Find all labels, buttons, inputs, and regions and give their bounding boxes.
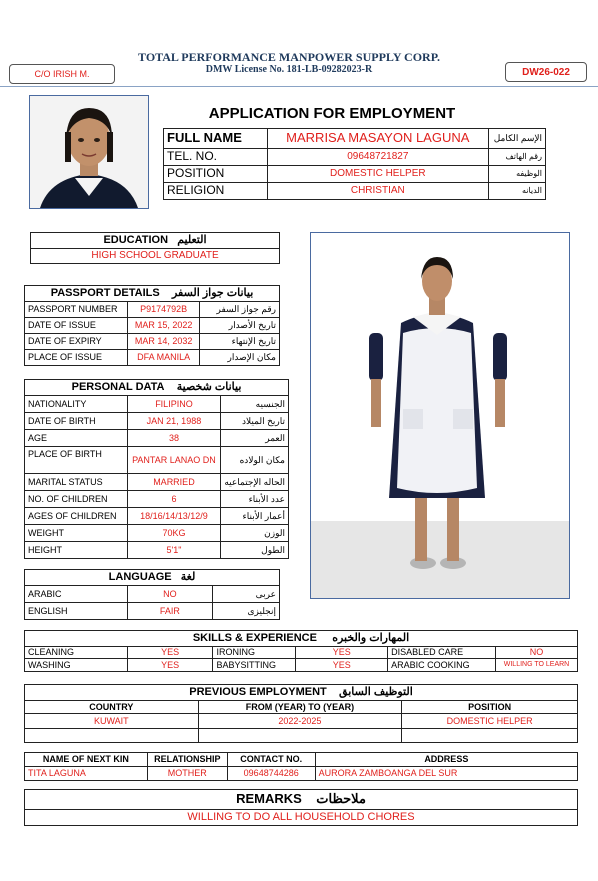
skill-disabled-care-value: NO bbox=[496, 647, 578, 659]
education-table bbox=[30, 232, 280, 264]
children-count-ar: عدد الأبناء bbox=[221, 491, 289, 508]
issue-place-value: DFA MANILA bbox=[127, 350, 200, 366]
weight-label: WEIGHT bbox=[25, 525, 128, 542]
weight-ar: الوزن bbox=[221, 525, 289, 542]
portrait-photo bbox=[29, 95, 149, 209]
passport-table bbox=[24, 285, 280, 366]
previous-title-ar: التوظيف السابق bbox=[339, 686, 413, 699]
previous-employment-table bbox=[24, 684, 578, 743]
full-body-photo bbox=[310, 232, 570, 599]
skill-ironing-label: IRONING bbox=[213, 647, 296, 659]
birth-place-label: PLACE OF BIRTH bbox=[25, 447, 128, 474]
kin-address: AURORA ZAMBOANGA DEL SUR bbox=[315, 767, 577, 781]
employment-country-2 bbox=[25, 729, 199, 743]
skills-title-ar: المهارات والخبره bbox=[332, 632, 410, 645]
birth-place-value: PANTAR LANAO DN bbox=[127, 447, 221, 474]
language-title-ar: لغة bbox=[180, 571, 196, 584]
education-value: HIGH SCHOOL GRADUATE bbox=[31, 249, 280, 264]
education-header bbox=[31, 233, 280, 249]
skills-header bbox=[25, 631, 578, 647]
skill-disabled-care-label: DISABLED CARE bbox=[388, 647, 496, 659]
employment-years: 2022-2025 bbox=[198, 714, 402, 729]
care-of-label: C/O IRISH M. bbox=[34, 69, 90, 79]
personal-title: PERSONAL DATA bbox=[71, 381, 165, 394]
children-ages-value: 18/16/14/13/12/9 bbox=[127, 508, 221, 525]
issue-date-label: DATE OF ISSUE bbox=[25, 318, 128, 334]
age-value: 38 bbox=[127, 430, 221, 447]
skill-babysitting-label: BABYSITTING bbox=[213, 659, 296, 672]
previous-title: PREVIOUS EMPLOYMENT bbox=[189, 686, 327, 699]
passport-number-value: P9174792B bbox=[127, 302, 200, 318]
kin-name: TITA LAGUNA bbox=[25, 767, 148, 781]
english-ar: إنجليزى bbox=[213, 603, 280, 620]
col-position: POSITION bbox=[402, 701, 578, 714]
passport-header bbox=[25, 286, 280, 302]
position-ar: الوظيفه bbox=[489, 166, 546, 183]
col-contact: CONTACT NO. bbox=[227, 753, 315, 767]
skill-washing-label: WASHING bbox=[25, 659, 128, 672]
birth-date-ar: تاريخ الميلاد bbox=[221, 413, 289, 430]
marital-status-ar: الحاله الإجتماعيه bbox=[221, 474, 289, 491]
previous-header bbox=[25, 685, 578, 701]
english-label: ENGLISH bbox=[25, 603, 128, 620]
issue-place-label: PLACE OF ISSUE bbox=[25, 350, 128, 366]
marital-status-label: MARITAL STATUS bbox=[25, 474, 128, 491]
tel-label: TEL. NO. bbox=[164, 149, 268, 166]
arabic-ar: عربى bbox=[213, 586, 280, 603]
personal-header bbox=[25, 380, 289, 396]
remarks-table bbox=[24, 789, 578, 826]
skill-cleaning-label: CLEANING bbox=[25, 647, 128, 659]
age-label: AGE bbox=[25, 430, 128, 447]
issue-date-ar: تاريخ الأصدار bbox=[200, 318, 280, 334]
application-code: DW26-022 bbox=[522, 67, 570, 78]
issue-date-value: MAR 15, 2022 bbox=[127, 318, 200, 334]
expiry-date-label: DATE OF EXPIRY bbox=[25, 334, 128, 350]
education-title: EDUCATION bbox=[103, 234, 169, 247]
skills-table bbox=[24, 630, 578, 672]
kin-relationship: MOTHER bbox=[147, 767, 227, 781]
remarks-title: REMARKS bbox=[236, 791, 302, 807]
employment-years-2 bbox=[198, 729, 402, 743]
remarks-value: WILLING TO DO ALL HOUSEHOLD CHORES bbox=[25, 810, 578, 826]
header-divider bbox=[0, 86, 598, 87]
nationality-value: FILIPINO bbox=[127, 396, 221, 413]
remarks-header bbox=[25, 790, 578, 810]
children-count-label: NO. OF CHILDREN bbox=[25, 491, 128, 508]
passport-number-ar: رقم جواز السفر bbox=[200, 302, 280, 318]
skill-ironing-value: YES bbox=[296, 647, 388, 659]
identity-table bbox=[163, 128, 546, 200]
skill-arabic-cooking-label: ARABIC COOKING bbox=[388, 659, 496, 672]
arabic-label: ARABIC bbox=[25, 586, 128, 603]
kin-contact: 09648744286 bbox=[227, 767, 315, 781]
children-ages-ar: أعمار الأبناء bbox=[221, 508, 289, 525]
age-ar: العمر bbox=[221, 430, 289, 447]
education-title-ar: التعليم bbox=[177, 234, 207, 247]
col-kin-name: NAME OF NEXT KIN bbox=[25, 753, 148, 767]
skill-babysitting-value: YES bbox=[296, 659, 388, 672]
col-years: FROM (YEAR) TO (YEAR) bbox=[198, 701, 402, 714]
position-value: DOMESTIC HELPER bbox=[267, 166, 488, 183]
birth-place-ar: مكان الولاده bbox=[221, 447, 289, 474]
arabic-value: NO bbox=[127, 586, 213, 603]
language-table bbox=[24, 569, 280, 620]
form-title: APPLICATION FOR EMPLOYMENT bbox=[208, 105, 456, 122]
birth-date-label: DATE OF BIRTH bbox=[25, 413, 128, 430]
passport-title-ar: بيانات جواز السفر bbox=[171, 287, 254, 300]
religion-ar: الديانه bbox=[489, 183, 546, 200]
birth-date-value: JAN 21, 1988 bbox=[127, 413, 221, 430]
weight-value: 70KG bbox=[127, 525, 221, 542]
personal-title-ar: بيانات شخصية bbox=[176, 381, 242, 394]
next-of-kin-table bbox=[24, 752, 578, 781]
full-name-value: MARRISA MASAYON LAGUNA bbox=[267, 129, 488, 149]
tel-ar: رقم الهاتف bbox=[489, 149, 546, 166]
children-ages-label: AGES OF CHILDREN bbox=[25, 508, 128, 525]
company-name: TOTAL PERFORMANCE MANPOWER SUPPLY CORP. bbox=[138, 50, 440, 64]
license-number: DMW License No. 181-LB-09282023-R bbox=[205, 64, 373, 75]
language-header bbox=[25, 570, 280, 586]
remarks-title-ar: ملاحظات bbox=[316, 791, 366, 807]
skill-cleaning-value: YES bbox=[127, 647, 213, 659]
employment-country: KUWAIT bbox=[25, 714, 199, 729]
full-name-ar: الإسم الكامل bbox=[489, 129, 546, 149]
nationality-ar: الجنسيه bbox=[221, 396, 289, 413]
english-value: FAIR bbox=[127, 603, 213, 620]
passport-number-label: PASSPORT NUMBER bbox=[25, 302, 128, 318]
religion-label: RELIGION bbox=[164, 183, 268, 200]
skill-washing-value: YES bbox=[127, 659, 213, 672]
children-count-value: 6 bbox=[127, 491, 221, 508]
religion-value: CHRISTIAN bbox=[267, 183, 488, 200]
employment-position: DOMESTIC HELPER bbox=[402, 714, 578, 729]
col-address: ADDRESS bbox=[315, 753, 577, 767]
position-label: POSITION bbox=[164, 166, 268, 183]
col-relationship: RELATIONSHIP bbox=[147, 753, 227, 767]
height-ar: الطول bbox=[221, 542, 289, 559]
tel-value: 09648721827 bbox=[267, 149, 488, 166]
col-country: COUNTRY bbox=[25, 701, 199, 714]
nationality-label: NATIONALITY bbox=[25, 396, 128, 413]
language-title: LANGUAGE bbox=[108, 571, 172, 584]
skills-title: SKILLS & EXPERIENCE bbox=[192, 632, 317, 645]
employment-position-2 bbox=[402, 729, 578, 743]
passport-title: PASSPORT DETAILS bbox=[50, 287, 160, 300]
marital-status-value: MARRIED bbox=[127, 474, 221, 491]
height-label: HEIGHT bbox=[25, 542, 128, 559]
full-name-label: FULL NAME bbox=[164, 129, 268, 149]
expiry-date-ar: تاريخ الإنتهاء bbox=[200, 334, 280, 350]
issue-place-ar: مكان الإصدار bbox=[200, 350, 280, 366]
expiry-date-value: MAR 14, 2032 bbox=[127, 334, 200, 350]
height-value: 5'1" bbox=[127, 542, 221, 559]
skill-arabic-cooking-value: WILLING TO LEARN bbox=[496, 659, 578, 672]
personal-data-table bbox=[24, 379, 289, 559]
